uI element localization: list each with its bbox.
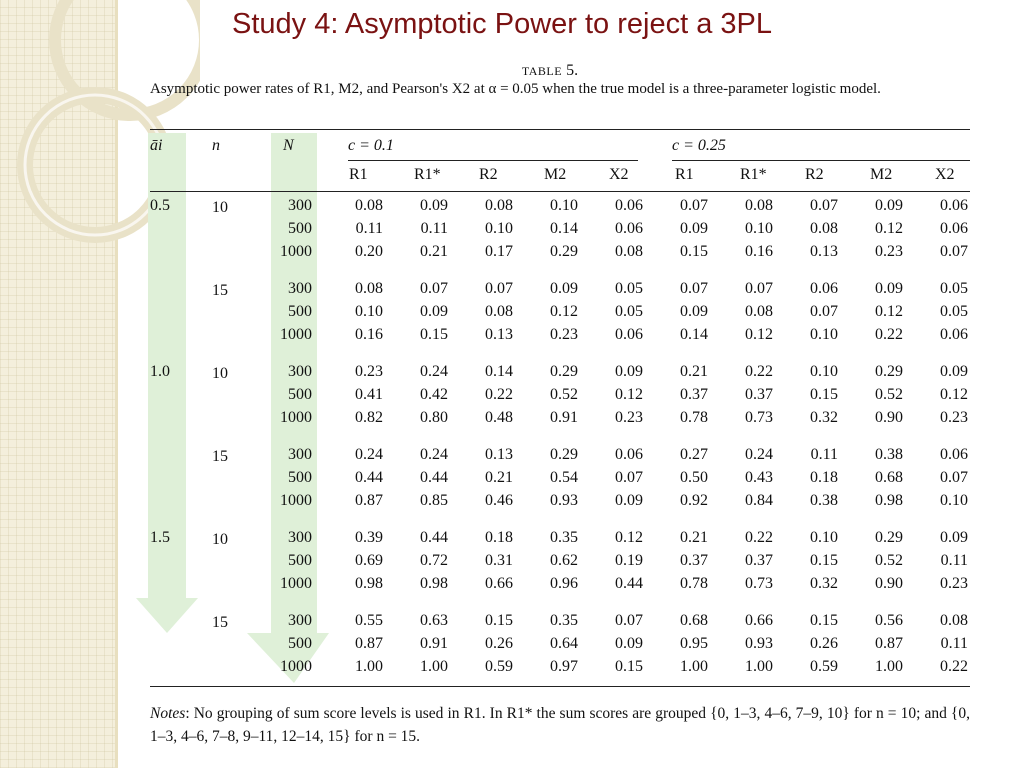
header-N: N bbox=[283, 137, 294, 154]
table-cell: 0.14 bbox=[550, 220, 578, 237]
table-cell: 0.07 bbox=[420, 280, 448, 297]
table-cell: 0.15 bbox=[485, 612, 513, 629]
table-cell: 0.05 bbox=[940, 280, 968, 297]
table-cell: 0.05 bbox=[615, 303, 643, 320]
N-value: 1000 bbox=[280, 243, 312, 260]
table-cell: 0.11 bbox=[420, 220, 448, 237]
table-cell: 0.24 bbox=[420, 363, 448, 380]
table-cell: 0.24 bbox=[420, 446, 448, 463]
n-value: 10 bbox=[212, 531, 228, 548]
table-cell: 0.07 bbox=[680, 197, 708, 214]
table-cell: 0.08 bbox=[615, 243, 643, 260]
bottom-rule bbox=[150, 686, 970, 687]
N-value: 1000 bbox=[280, 409, 312, 426]
table-cell: 0.32 bbox=[810, 409, 838, 426]
table-cell: 0.07 bbox=[745, 280, 773, 297]
stat-header: R2 bbox=[479, 166, 498, 183]
table-cell: 0.38 bbox=[875, 446, 903, 463]
group2-rule bbox=[672, 160, 970, 161]
table-cell: 0.23 bbox=[615, 409, 643, 426]
table-cell: 0.16 bbox=[355, 326, 383, 343]
table-cell: 0.73 bbox=[745, 409, 773, 426]
table-cell: 0.07 bbox=[680, 280, 708, 297]
stat-header: R2 bbox=[805, 166, 824, 183]
table-cell: 0.64 bbox=[550, 635, 578, 652]
table-cell: 0.29 bbox=[875, 529, 903, 546]
N-value: 500 bbox=[288, 386, 312, 403]
table-cell: 0.10 bbox=[810, 363, 838, 380]
n-value: 15 bbox=[212, 614, 228, 631]
table-cell: 0.93 bbox=[745, 635, 773, 652]
table-cell: 0.23 bbox=[550, 326, 578, 343]
stat-header: M2 bbox=[544, 166, 567, 183]
table-cell: 0.43 bbox=[745, 469, 773, 486]
table-cell: 0.06 bbox=[940, 220, 968, 237]
table-cell: 0.05 bbox=[615, 280, 643, 297]
table-cell: 0.18 bbox=[810, 469, 838, 486]
N-value: 300 bbox=[288, 280, 312, 297]
group1-rule bbox=[348, 160, 638, 161]
table-cell: 0.15 bbox=[615, 658, 643, 675]
table-cell: 0.06 bbox=[615, 197, 643, 214]
table-cell: 0.22 bbox=[745, 529, 773, 546]
table-cell: 0.23 bbox=[355, 363, 383, 380]
table-cell: 0.14 bbox=[680, 326, 708, 343]
table-cell: 0.07 bbox=[940, 469, 968, 486]
table-cell: 0.85 bbox=[420, 492, 448, 509]
table-cell: 0.63 bbox=[420, 612, 448, 629]
N-value: 500 bbox=[288, 635, 312, 652]
table-cell: 0.09 bbox=[875, 280, 903, 297]
table-cell: 0.98 bbox=[875, 492, 903, 509]
table-cell: 1.00 bbox=[680, 658, 708, 675]
table-cell: 0.22 bbox=[875, 326, 903, 343]
table-cell: 0.66 bbox=[745, 612, 773, 629]
table-cell: 0.52 bbox=[875, 552, 903, 569]
table-cell: 0.08 bbox=[485, 303, 513, 320]
stat-header: R1* bbox=[740, 166, 767, 183]
table-cell: 0.06 bbox=[810, 280, 838, 297]
table-cell: 0.23 bbox=[875, 243, 903, 260]
top-rule bbox=[150, 129, 970, 130]
table-cell: 0.56 bbox=[875, 612, 903, 629]
table-cell: 1.00 bbox=[745, 658, 773, 675]
notes-text: : No grouping of sum score levels is used in R1. In R1* the sum scores are grouped {0, 1–3, 4–6, 7–9, 10} for n = 10; and {0, 1–3, 4–6, 7–8, 9–11, 12–14, 15} for n = 15. bbox=[150, 705, 970, 745]
table-cell: 0.37 bbox=[680, 552, 708, 569]
N-value: 500 bbox=[288, 552, 312, 569]
n-value: 10 bbox=[212, 365, 228, 382]
table-cell: 0.52 bbox=[875, 386, 903, 403]
table-cell: 0.08 bbox=[745, 197, 773, 214]
table-cell: 0.14 bbox=[485, 363, 513, 380]
table-cell: 0.06 bbox=[940, 197, 968, 214]
table-cell: 0.44 bbox=[615, 575, 643, 592]
table-cell: 0.06 bbox=[940, 326, 968, 343]
table-cell: 0.18 bbox=[485, 529, 513, 546]
stat-header: R1 bbox=[675, 166, 694, 183]
a-value: 1.0 bbox=[150, 363, 170, 380]
header-rule bbox=[150, 191, 970, 192]
stat-header: R1* bbox=[414, 166, 441, 183]
table-cell: 0.59 bbox=[485, 658, 513, 675]
table-cell: 0.13 bbox=[485, 446, 513, 463]
n-value: 15 bbox=[212, 282, 228, 299]
table-cell: 0.08 bbox=[485, 197, 513, 214]
table-cell: 0.91 bbox=[420, 635, 448, 652]
table-cell: 0.29 bbox=[550, 243, 578, 260]
table-cell: 0.13 bbox=[810, 243, 838, 260]
table-cell: 0.73 bbox=[745, 575, 773, 592]
table-cell: 0.27 bbox=[680, 446, 708, 463]
table-cell: 0.37 bbox=[745, 386, 773, 403]
table-cell: 0.16 bbox=[745, 243, 773, 260]
table-cell: 0.11 bbox=[810, 446, 838, 463]
table-cell: 0.07 bbox=[940, 243, 968, 260]
table-cell: 0.09 bbox=[420, 197, 448, 214]
table-cell: 0.21 bbox=[680, 363, 708, 380]
header-group2: c = 0.25 bbox=[672, 137, 726, 154]
table-cell: 0.10 bbox=[810, 529, 838, 546]
table-cell: 0.72 bbox=[420, 552, 448, 569]
table-cell: 0.82 bbox=[355, 409, 383, 426]
table-cell: 0.08 bbox=[940, 612, 968, 629]
table-cell: 0.06 bbox=[615, 326, 643, 343]
N-value: 1000 bbox=[280, 658, 312, 675]
table-cell: 0.12 bbox=[940, 386, 968, 403]
N-value: 1000 bbox=[280, 492, 312, 509]
table-cell: 0.11 bbox=[940, 635, 968, 652]
table-cell: 0.08 bbox=[355, 280, 383, 297]
table-cell: 0.08 bbox=[355, 197, 383, 214]
table-cell: 0.19 bbox=[615, 552, 643, 569]
table-cell: 0.21 bbox=[420, 243, 448, 260]
table-cell: 0.97 bbox=[550, 658, 578, 675]
table-cell: 0.54 bbox=[550, 469, 578, 486]
table-cell: 0.90 bbox=[875, 409, 903, 426]
table-cell: 0.26 bbox=[810, 635, 838, 652]
N-value: 300 bbox=[288, 363, 312, 380]
table-cell: 0.10 bbox=[550, 197, 578, 214]
table-cell: 0.07 bbox=[615, 469, 643, 486]
N-value: 1000 bbox=[280, 326, 312, 343]
table-cell: 0.90 bbox=[875, 575, 903, 592]
table-cell: 0.87 bbox=[355, 635, 383, 652]
stat-header: X2 bbox=[609, 166, 629, 183]
a-value: 0.5 bbox=[150, 197, 170, 214]
table-cell: 0.78 bbox=[680, 575, 708, 592]
table-cell: 0.29 bbox=[550, 446, 578, 463]
table-cell: 0.07 bbox=[485, 280, 513, 297]
table-cell: 0.24 bbox=[745, 446, 773, 463]
table-cell: 0.22 bbox=[940, 658, 968, 675]
table-cell: 0.26 bbox=[485, 635, 513, 652]
table-cell: 0.09 bbox=[615, 492, 643, 509]
notes-label: Notes bbox=[150, 705, 186, 722]
table-cell: 0.07 bbox=[615, 612, 643, 629]
table-cell: 0.11 bbox=[355, 220, 383, 237]
table-cell: 0.09 bbox=[615, 635, 643, 652]
table-cell: 0.15 bbox=[420, 326, 448, 343]
table-cell: 0.09 bbox=[680, 220, 708, 237]
n-value: 15 bbox=[212, 448, 228, 465]
table-cell: 0.68 bbox=[680, 612, 708, 629]
table-cell: 0.55 bbox=[355, 612, 383, 629]
table-cell: 0.09 bbox=[550, 280, 578, 297]
header-a: āi bbox=[150, 137, 163, 154]
table-cell: 0.07 bbox=[810, 303, 838, 320]
table-cell: 0.46 bbox=[485, 492, 513, 509]
table-cell: 0.87 bbox=[355, 492, 383, 509]
table-cell: 0.62 bbox=[550, 552, 578, 569]
table-cell: 0.13 bbox=[485, 326, 513, 343]
header-n: n bbox=[212, 137, 220, 154]
table-cell: 0.12 bbox=[745, 326, 773, 343]
table-cell: 0.10 bbox=[485, 220, 513, 237]
table-cell: 0.92 bbox=[680, 492, 708, 509]
table-cell: 0.11 bbox=[940, 552, 968, 569]
table-cell: 0.44 bbox=[355, 469, 383, 486]
table-cell: 1.00 bbox=[875, 658, 903, 675]
table-cell: 0.48 bbox=[485, 409, 513, 426]
table-cell: 0.12 bbox=[615, 386, 643, 403]
table-cell: 0.09 bbox=[940, 529, 968, 546]
N-value: 500 bbox=[288, 303, 312, 320]
a-value: 1.5 bbox=[150, 529, 170, 546]
table-cell: 0.09 bbox=[680, 303, 708, 320]
table-cell: 0.91 bbox=[550, 409, 578, 426]
table-cell: 0.32 bbox=[810, 575, 838, 592]
table-cell: 0.96 bbox=[550, 575, 578, 592]
table-cell: 0.35 bbox=[550, 529, 578, 546]
table-cell: 0.44 bbox=[420, 469, 448, 486]
table-cell: 0.22 bbox=[745, 363, 773, 380]
table-cell: 0.66 bbox=[485, 575, 513, 592]
table-cell: 0.98 bbox=[420, 575, 448, 592]
table-cell: 0.15 bbox=[810, 386, 838, 403]
table-cell: 0.24 bbox=[355, 446, 383, 463]
table-cell: 0.35 bbox=[550, 612, 578, 629]
table-cell: 0.37 bbox=[680, 386, 708, 403]
table-cell: 0.15 bbox=[810, 612, 838, 629]
table-cell: 0.09 bbox=[875, 197, 903, 214]
table-cell: 0.78 bbox=[680, 409, 708, 426]
N-value: 1000 bbox=[280, 575, 312, 592]
stat-header: M2 bbox=[870, 166, 893, 183]
header-group1: c = 0.1 bbox=[348, 137, 394, 154]
table-cell: 0.10 bbox=[745, 220, 773, 237]
table-cell: 0.21 bbox=[680, 529, 708, 546]
table-cell: 0.29 bbox=[550, 363, 578, 380]
table-cell: 0.06 bbox=[615, 446, 643, 463]
table-cell: 0.05 bbox=[940, 303, 968, 320]
table-cell: 0.41 bbox=[355, 386, 383, 403]
table-cell: 0.22 bbox=[485, 386, 513, 403]
n-value: 10 bbox=[212, 199, 228, 216]
table-cell: 0.31 bbox=[485, 552, 513, 569]
table-cell: 0.29 bbox=[875, 363, 903, 380]
table-cell: 0.07 bbox=[810, 197, 838, 214]
table-cell: 0.09 bbox=[940, 363, 968, 380]
table-cell: 0.44 bbox=[420, 529, 448, 546]
table-cell: 0.12 bbox=[875, 220, 903, 237]
N-value: 300 bbox=[288, 446, 312, 463]
table-cell: 0.23 bbox=[940, 575, 968, 592]
table-cell: 0.42 bbox=[420, 386, 448, 403]
table-cell: 0.20 bbox=[355, 243, 383, 260]
table-cell: 0.06 bbox=[940, 446, 968, 463]
table-notes bbox=[150, 702, 970, 748]
table-cell: 0.95 bbox=[680, 635, 708, 652]
table-cell: 0.68 bbox=[875, 469, 903, 486]
table-cell: 0.39 bbox=[355, 529, 383, 546]
N-value: 300 bbox=[288, 612, 312, 629]
N-value: 500 bbox=[288, 220, 312, 237]
table-cell: 0.98 bbox=[355, 575, 383, 592]
table-cell: 0.09 bbox=[420, 303, 448, 320]
table-caption: Asymptotic power rates of R1, M2, and Pearson's X2 at α = 0.05 when the true model is a three-parameter logistic model. bbox=[150, 81, 881, 97]
table-cell: 0.38 bbox=[810, 492, 838, 509]
table-cell: 0.10 bbox=[940, 492, 968, 509]
table-cell: 0.84 bbox=[745, 492, 773, 509]
table-cell: 0.12 bbox=[615, 529, 643, 546]
N-value: 300 bbox=[288, 529, 312, 546]
table-cell: 0.12 bbox=[875, 303, 903, 320]
table-cell: 0.09 bbox=[615, 363, 643, 380]
N-value: 500 bbox=[288, 469, 312, 486]
table-cell: 0.50 bbox=[680, 469, 708, 486]
table-cell: 0.59 bbox=[810, 658, 838, 675]
table-word: TABLE bbox=[521, 64, 563, 78]
table-cell: 0.06 bbox=[615, 220, 643, 237]
table-cell: 0.08 bbox=[810, 220, 838, 237]
table-cell: 0.21 bbox=[485, 469, 513, 486]
table-cell: 0.15 bbox=[810, 552, 838, 569]
table-cell: 0.52 bbox=[550, 386, 578, 403]
table-cell: 0.15 bbox=[680, 243, 708, 260]
table-cell: 0.23 bbox=[940, 409, 968, 426]
table-cell: 1.00 bbox=[420, 658, 448, 675]
table-cell: 0.69 bbox=[355, 552, 383, 569]
table-cell: 0.10 bbox=[810, 326, 838, 343]
table-cell: 0.12 bbox=[550, 303, 578, 320]
table-cell: 0.93 bbox=[550, 492, 578, 509]
stat-header: R1 bbox=[349, 166, 368, 183]
N-value: 300 bbox=[288, 197, 312, 214]
table-cell: 0.87 bbox=[875, 635, 903, 652]
table-cell: 0.08 bbox=[745, 303, 773, 320]
table-cell: 0.10 bbox=[355, 303, 383, 320]
table-cell: 0.80 bbox=[420, 409, 448, 426]
table-label bbox=[0, 62, 1024, 80]
table-cell: 0.37 bbox=[745, 552, 773, 569]
table-cell: 0.17 bbox=[485, 243, 513, 260]
slide-title: Study 4: Asymptotic Power to reject a 3PL bbox=[232, 8, 772, 40]
table-number: 5. bbox=[566, 62, 579, 79]
stat-header: X2 bbox=[935, 166, 955, 183]
table-cell: 1.00 bbox=[355, 658, 383, 675]
